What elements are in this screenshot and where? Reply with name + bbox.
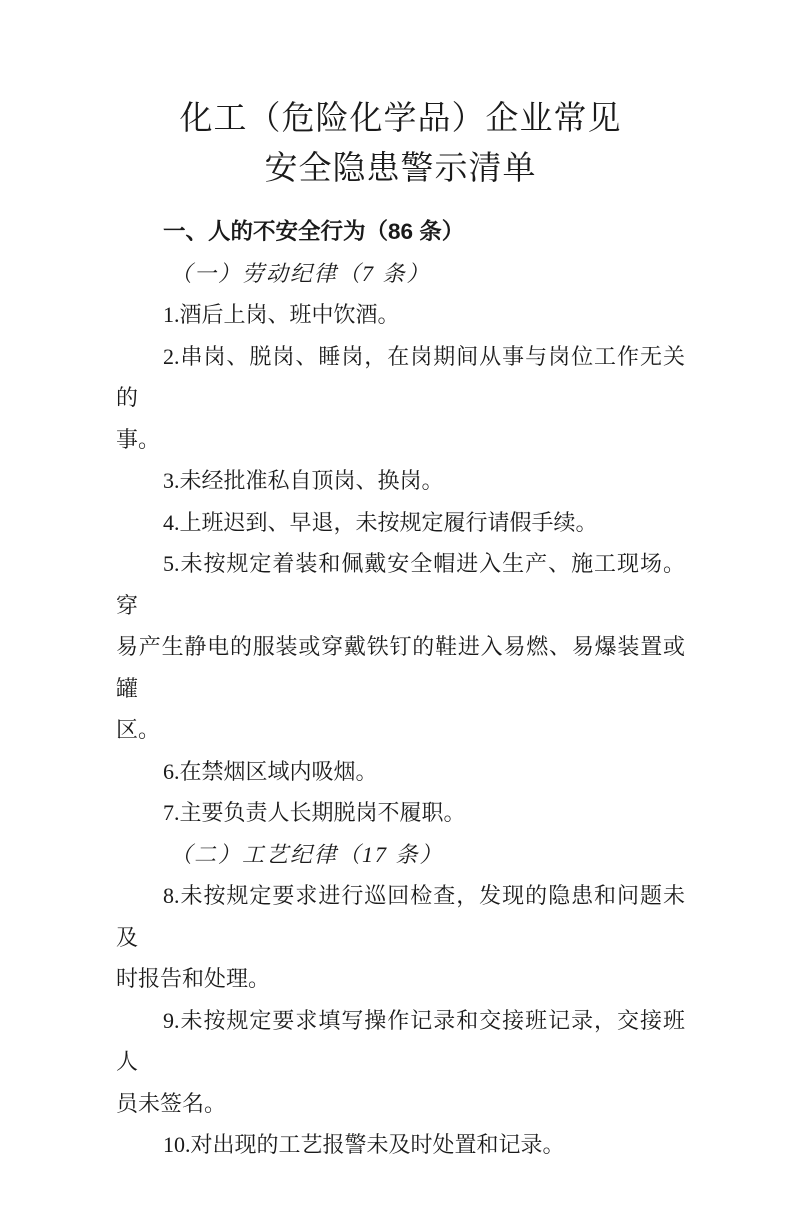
document-title-line-1: 化工（危险化学品）企业常见 (179, 101, 622, 137)
hazard-item-8: 8.未按规定要求进行巡回检查，发现的隐患和问题未及 (116, 883, 685, 950)
subsection-2-heading: （二）工艺纪律（17 条） (170, 841, 444, 867)
hazard-item-5-continuation: 易产生静电的服装或穿戴铁钉的鞋进入易燃、易爆装置或罐 (116, 634, 685, 701)
document-page (0, 94, 800, 1225)
document-title-line-2: 安全隐患警示清单 (264, 151, 537, 187)
hazard-item-3: 3.未经批准私自顶岗、换岗。 (163, 468, 444, 493)
subsection-1-heading: （一）劳动纪律（7 条） (170, 260, 431, 286)
hazard-item-8-continuation: 时报告和处理。 (116, 966, 271, 991)
document-title (116, 94, 685, 194)
hazard-item-9: 9.未按规定要求填写操作记录和交接班记录，交接班人 (116, 1007, 685, 1074)
hazard-item-5-continuation: 区。 (116, 717, 161, 742)
hazard-item-6: 6.在禁烟区域内吸烟。 (163, 758, 378, 784)
hazard-item-10: 10.对出现的工艺报警未及时处置和记录。 (163, 1132, 565, 1157)
hazard-item-1: 1.酒后上岗、班中饮酒。 (163, 302, 400, 327)
section-1-heading: 一、人的不安全行为（86 条） (163, 219, 465, 244)
hazard-item-2: 2.串岗、脱岗、睡岗，在岗期间从事与岗位工作无关的 (116, 343, 685, 410)
hazard-item-2-continuation: 事。 (116, 426, 161, 452)
document-body (116, 211, 685, 1166)
hazard-item-9-continuation: 员未签名。 (116, 1090, 227, 1116)
hazard-item-5: 5.未按规定着装和佩戴安全帽进入生产、施工现场。穿 (116, 551, 685, 618)
hazard-item-4: 4.上班迟到、早退，未按规定履行请假手续。 (163, 509, 598, 535)
hazard-item-7: 7.主要负责人长期脱岗不履职。 (163, 800, 466, 825)
